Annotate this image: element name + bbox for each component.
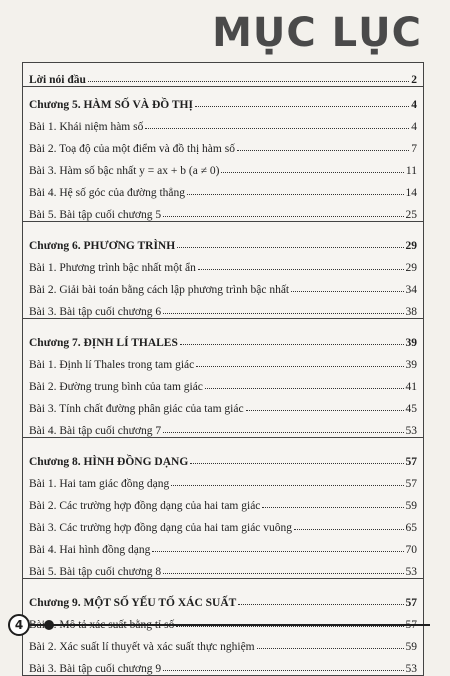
toc-lesson-label: Bài 3. Các trường hợp đồng dạng của hai tam giác vuông (29, 522, 293, 534)
toc-lesson-page: 34 (405, 284, 417, 296)
toc-lesson-label: Bài 2. Đường trung bình của tam giác (29, 381, 203, 393)
leader-dots (171, 485, 403, 486)
toc-lesson-page: 29 (405, 262, 417, 274)
leader-dots (257, 648, 404, 649)
leader-dots (221, 172, 403, 173)
toc-lesson-label: Bài 2. Toạ độ của một điểm và đồ thị hàm số (29, 143, 235, 155)
toc-lesson-page: 59 (405, 500, 417, 512)
toc-chapter-page: 57 (405, 597, 417, 609)
toc-chapter[interactable] (23, 228, 423, 252)
leader-dots (163, 216, 403, 217)
toc-lesson-label: Bài 2. Xác suất lí thuyết và xác suất thực nghiệm (29, 641, 255, 653)
leader-dots (163, 670, 403, 671)
leader-dots (262, 507, 403, 508)
toc-chapter-label: Chương 9. MỘT SỐ YẾU TỐ XÁC SUẤT (29, 597, 237, 609)
leader-dots (294, 529, 403, 530)
toc-lesson[interactable] (23, 490, 423, 512)
chapter-divider (23, 318, 423, 325)
leader-dots (88, 81, 409, 82)
leader-dots (145, 128, 409, 129)
toc-preface-label: Lời nói đầu (29, 74, 86, 86)
toc-lesson[interactable] (23, 393, 423, 415)
toc-chapter-label: Chương 6. PHƯƠNG TRÌNH (29, 240, 176, 252)
toc-lesson-page: 14 (405, 187, 417, 199)
toc-chapter-label: Chương 8. HÌNH ĐỒNG DẠNG (29, 456, 189, 468)
leader-dots (195, 106, 409, 107)
toc-chapter[interactable] (23, 585, 423, 609)
leader-dots (238, 604, 403, 605)
toc-lesson-label: Bài 3. Hàm số bậc nhất y = ax + b (a ≠ 0) (29, 165, 220, 177)
toc-lesson-label: Bài 1. Phương trình bậc nhất một ẩn (29, 262, 196, 274)
toc-lesson-page: 7 (411, 143, 417, 155)
toc-lesson[interactable] (23, 534, 423, 556)
toc-lesson[interactable] (23, 653, 423, 675)
toc-lesson[interactable] (23, 371, 423, 393)
leader-dots (291, 291, 403, 292)
toc-lesson-page: 59 (405, 641, 417, 653)
toc-chapter[interactable] (23, 325, 423, 349)
toc-chapter-page: 4 (411, 99, 417, 111)
leader-dots (205, 388, 404, 389)
toc-lesson-label: Bài 5. Bài tập cuối chương 5 (29, 209, 162, 221)
leader-dots (163, 432, 403, 433)
toc-lesson[interactable] (23, 296, 423, 318)
toc-lesson[interactable] (23, 252, 423, 274)
toc-lesson-label: Bài 1. Định lí Thales trong tam giác (29, 359, 195, 371)
chapter-divider (23, 437, 423, 444)
toc-lesson-page: 57 (405, 478, 417, 490)
toc-lesson-label: Bài 2. Các trường hợp đồng dạng của hai tam giác (29, 500, 261, 512)
leader-dots (237, 150, 409, 151)
toc-chapter-page: 39 (405, 337, 417, 349)
toc-lesson-label: Bài 4. Hai hình đồng dạng (29, 544, 151, 556)
chapter-divider (23, 221, 423, 228)
leader-dots (163, 573, 403, 574)
leader-dots (163, 313, 403, 314)
leader-dots (177, 247, 403, 248)
toc-lesson-page: 11 (405, 165, 417, 177)
toc-chapter-page: 29 (405, 240, 417, 252)
page-number: 4 (8, 614, 30, 636)
leader-dots (198, 269, 404, 270)
toc-preface[interactable] (23, 63, 423, 87)
toc-chapter[interactable] (23, 444, 423, 468)
toc-lesson-label: Bài 3. Bài tập cuối chương 9 (29, 663, 162, 675)
toc-chapter-label: Chương 5. HÀM SỐ VÀ ĐỒ THỊ (29, 99, 193, 111)
toc-lesson-label: Bài 4. Hệ số góc của đường thẳng (29, 187, 186, 199)
toc-lesson-page: 70 (405, 544, 417, 556)
page-title: MỤC LỤC (212, 10, 422, 56)
toc-lesson-page: 41 (405, 381, 417, 393)
toc-lesson[interactable] (23, 177, 423, 199)
footer-rule (30, 624, 430, 626)
toc-preface-page: 2 (411, 74, 417, 86)
toc-lesson[interactable] (23, 468, 423, 490)
toc-chapter-page: 57 (405, 456, 417, 468)
toc-chapters (23, 87, 423, 675)
chapter-divider (23, 578, 423, 585)
toc-lesson-page: 25 (405, 209, 417, 221)
leader-dots (180, 344, 404, 345)
toc-lesson-label: Bài 3. Bài tập cuối chương 6 (29, 306, 162, 318)
toc-lesson-page: 53 (405, 663, 417, 675)
toc-lesson[interactable] (23, 199, 423, 221)
toc-lesson-label: Bài 5. Bài tập cuối chương 8 (29, 566, 162, 578)
toc-lesson[interactable] (23, 556, 423, 578)
leader-dots (196, 366, 403, 367)
toc-lesson-page: 53 (405, 425, 417, 437)
leader-dots (190, 463, 403, 464)
leader-dots (246, 410, 404, 411)
toc-chapter[interactable] (23, 87, 423, 111)
toc-lesson-page: 38 (405, 306, 417, 318)
leader-dots (152, 551, 403, 552)
toc-lesson-label: Bài 2. Giải bài toán bằng cách lập phương trình bậc nhất (29, 284, 290, 296)
toc-lesson-page: 4 (411, 121, 417, 133)
toc-lesson-label: Bài 4. Bài tập cuối chương 7 (29, 425, 162, 437)
page-footer (8, 614, 438, 634)
toc-lesson-page: 45 (405, 403, 417, 415)
toc-lesson[interactable] (23, 349, 423, 371)
table-of-contents (22, 62, 424, 676)
toc-lesson-label: Bài 1. Hai tam giác đồng dạng (29, 478, 170, 490)
toc-lesson-label: Bài 1. Khái niệm hàm số (29, 121, 144, 133)
toc-lesson[interactable] (23, 274, 423, 296)
toc-lesson-page: 39 (405, 359, 417, 371)
toc-lesson[interactable] (23, 155, 423, 177)
toc-lesson[interactable] (23, 415, 423, 437)
toc-lesson[interactable] (23, 133, 423, 155)
leader-dots (187, 194, 403, 195)
toc-lesson[interactable] (23, 111, 423, 133)
toc-chapter-label: Chương 7. ĐỊNH LÍ THALES (29, 337, 178, 349)
footer-dot (44, 620, 54, 630)
toc-lesson-label: Bài 3. Tính chất đường phân giác của tam giác (29, 403, 244, 415)
toc-lesson-page: 65 (405, 522, 417, 534)
toc-lesson-page: 53 (405, 566, 417, 578)
toc-lesson[interactable] (23, 512, 423, 534)
